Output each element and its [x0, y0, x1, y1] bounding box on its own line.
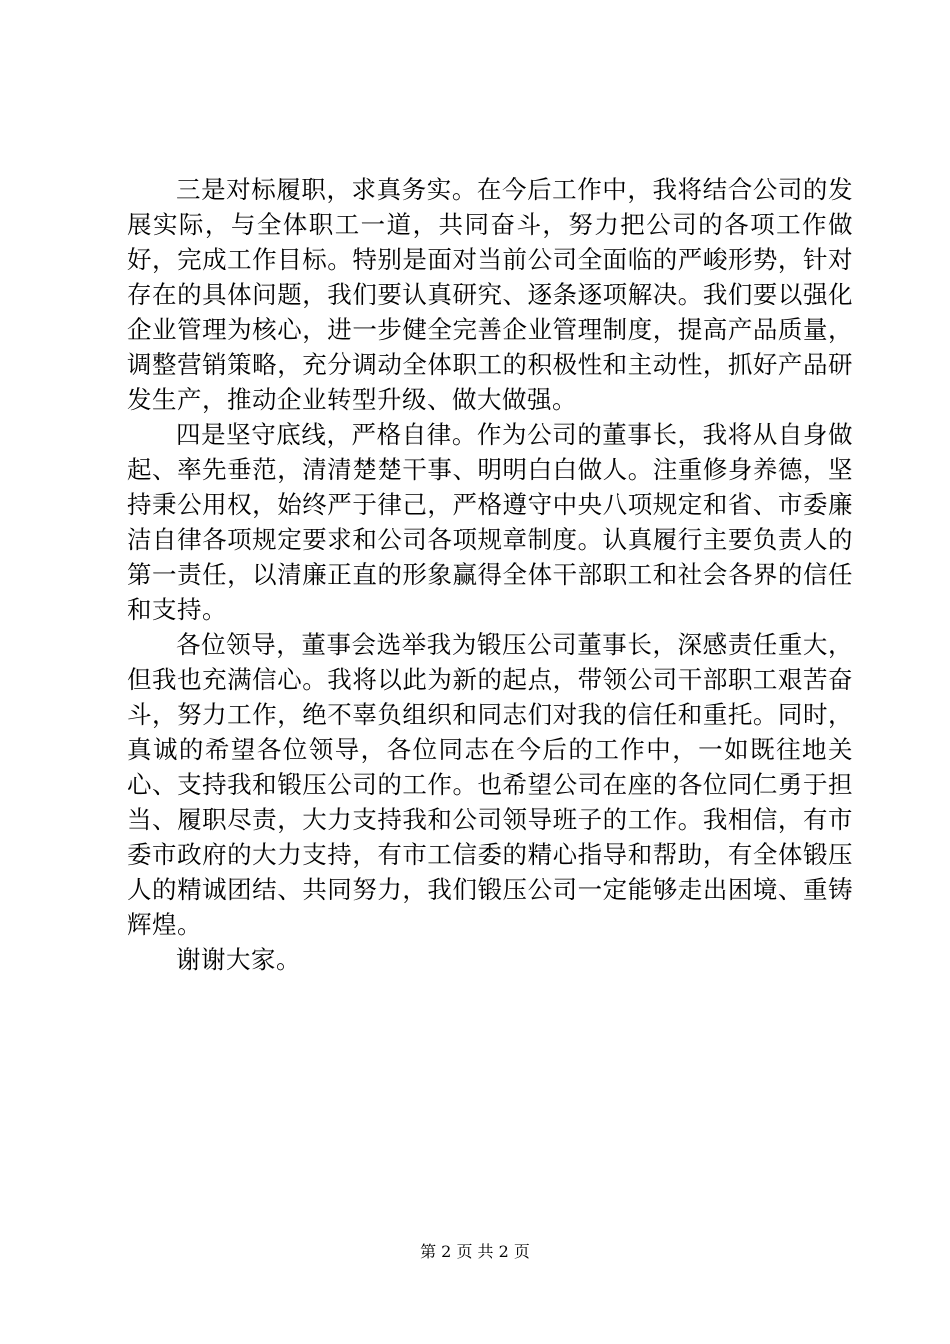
- paragraph-gewei-lingdao: 各位领导，董事会选举我为锻压公司董事长，深感责任重大，但我也充满信心。我将以此为新的起点，带领公司干部职工艰苦奋斗，努力工作，绝不辜负组织和同志们对我的信任和重托。同时，真诚的希望各位领导，各位同志在今后的工作中，一如既往地关心、支持我和锻压公司的工作。也希望公司在座的各位同仁勇于担当、履职尽责，大力支持我和公司领导班子的工作。我相信，有市委市政府的大力支持，有市工信委的精心指导和帮助，有全体锻压人的精诚团结、共同努力，我们锻压公司一定能够走出困境、重铸辉煌。: [127, 630, 853, 939]
- paragraph-jianshou: 四是坚守底线，严格自律。作为公司的董事长，我将从自身做起、率先垂范，清清楚楚干事、明明白白做人。注重修身养德，坚持秉公用权，始终严于律己，严格遵守中央八项规定和省、市委廉洁自律各项规定要求和公司各项规章制度。认真履行主要负责人的第一责任，以清廉正直的形象赢得全体干部职工和社会各界的信任和支持。: [127, 420, 853, 624]
- paragraph-duibiao: 三是对标履职，求真务实。在今后工作中，我将结合公司的发展实际，与全体职工一道，共同奋斗，努力把公司的各项工作做好，完成工作目标。特别是面对当前公司全面临的严峻形势，针对存在的具体问题，我们要认真研究、逐条逐项解决。我们要以强化企业管理为核心，进一步健全完善企业管理制度，提高产品质量，调整营销策略，充分调动全体职工的积极性和主动性，抓好产品研发生产，推动企业转型升级、做大做强。: [127, 175, 853, 414]
- paragraph-thanks: 谢谢大家。: [176, 945, 301, 974]
- page-number: 第 2 页 共 2 页: [420, 1242, 530, 1261]
- page-footer: [0, 1242, 950, 1262]
- document-body: [127, 172, 853, 977]
